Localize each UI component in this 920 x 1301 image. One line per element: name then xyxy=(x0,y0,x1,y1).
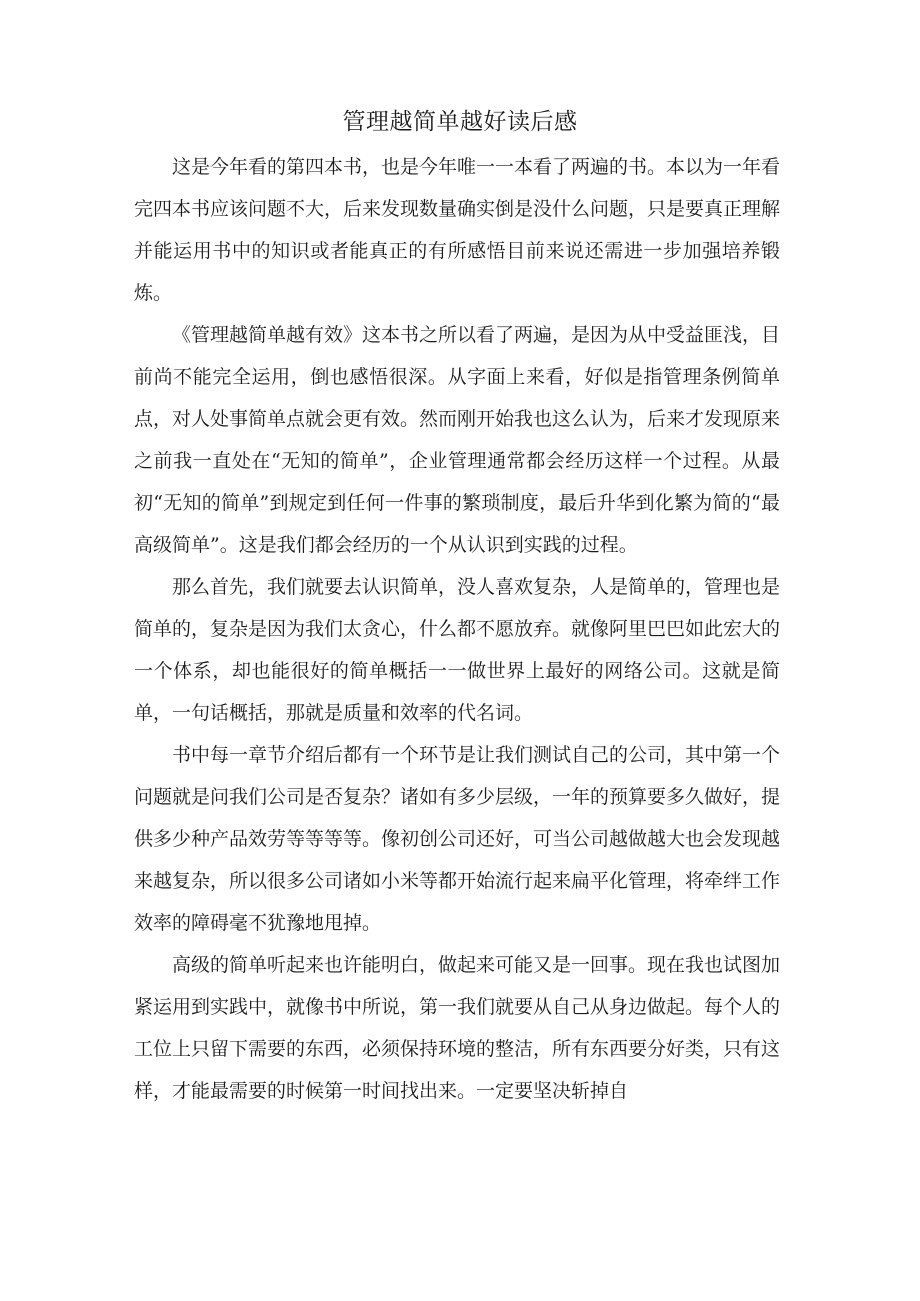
document-title: 管理越简单越好读后感 xyxy=(342,109,578,135)
paragraph-5: 高级的简单听起来也许能明白，做起来可能又是一回事。现在我也试图加紧运用到实践中，就像书中所说，第一我们就要从自己从身边做起。每个人的工位上只留下需要的东西，必须保持环境的整洁，所有东西要分好类，只有这样，才能最需要的时候第一时间找出来。一定要坚决斩掉自 xyxy=(134,954,781,1102)
paragraph-1: 这是今年看的第四本书，也是今年唯一一本看了两遍的书。本以为一年看完四本书应该问题不大，后来发现数量确实倒是没什么问题，只是要真正理解并能运用书中的知识或者能真正的有所感悟目前来说还需进一步加强培养锻炼。 xyxy=(134,156,781,304)
paragraph-4: 书中每一章节介绍后都有一个环节是让我们测试自己的公司，其中第一个问题就是问我们公司是否复杂？诸如有多少层级，一年的预算要多久做好，提供多少种产品效劳等等等等。像初创公司还好，可当公司越做越大也会发现越来越复杂，所以很多公司诸如小米等都开始流行起来扁平化管理，将牵绊工作效率的障碍毫不犹豫地甩掉。 xyxy=(134,744,781,934)
paragraph-2: 《管理越简单越有效》这本书之所以看了两遍，是因为从中受益匪浅，目前尚不能完全运用，倒也感悟很深。从字面上来看，好似是指管理条例简单点，对人处事简单点就会更有效。然而刚开始我也这么认为，后来才发现原来之前我一直处在“无知的简单”，企业管理通常都会经历这样一个过程。从最初“无知的简单”到规定到任何一件事的繁琐制度，最后升华到化繁为简的“最高级简单”。这是我们都会经历的一个从认识到实践的过程。 xyxy=(134,324,781,556)
document-body xyxy=(134,146,780,1112)
paragraph-3: 那么首先，我们就要去认识简单，没人喜欢复杂，人是简单的，管理也是简单的，复杂是因为我们太贪心，什么都不愿放弃。就像阿里巴巴如此宏大的一个体系，却也能很好的简单概括一一做世界上最好的网络公司。这就是简单，一句话概括，那就是质量和效率的代名词。 xyxy=(134,576,781,724)
